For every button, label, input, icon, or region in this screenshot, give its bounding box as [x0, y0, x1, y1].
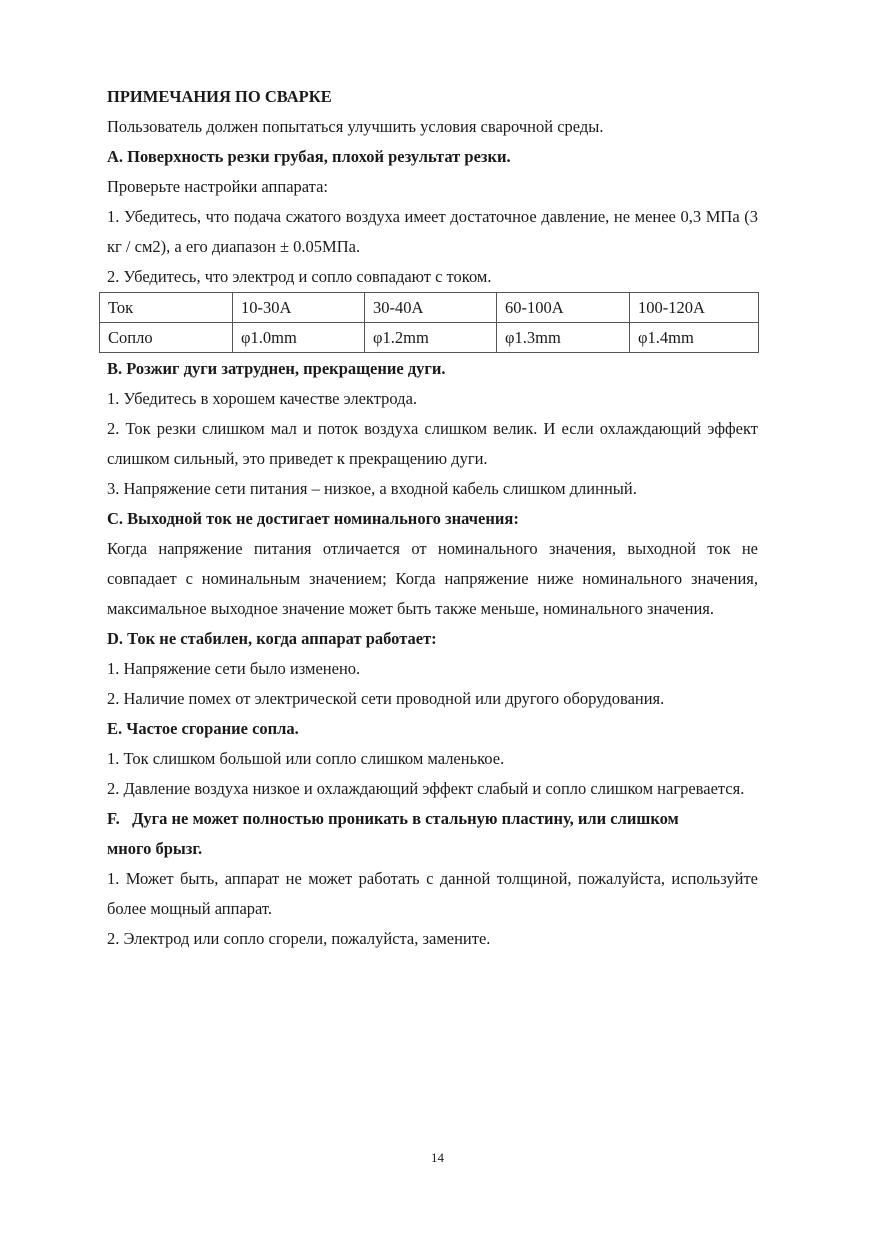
section-b-heading: B. Розжиг дуги затруднен, прекращение дуги.	[107, 359, 446, 378]
section-f-heading-line-1: F. Дуга не может полностью проникать в стальную пластину, или слишком	[107, 809, 679, 828]
table-cell-current-label: Ток	[100, 293, 233, 323]
section-d-item-1: 1. Напряжение сети было изменено.	[107, 659, 361, 678]
table-cell: 30-40A	[365, 293, 497, 323]
section-e-item-2: 2. Давление воздуха низкое и охлаждающий эффект слабый и сопло слишком нагревается.	[107, 779, 745, 798]
section-d-heading: D. Ток не стабилен, когда аппарат работает:	[107, 629, 437, 648]
section-f-heading-line-2: много брызг.	[107, 839, 203, 858]
section-a-item-2: 2. Убедитесь, что электрод и сопло совпадают с током.	[107, 267, 492, 286]
section-d-item-2: 2. Наличие помех от электрической сети проводной или другого оборудования.	[107, 689, 665, 708]
section-e-item-1: 1. Ток слишком большой или сопло слишком маленькое.	[107, 749, 505, 768]
table-cell: φ1.4mm	[630, 323, 759, 353]
section-c-heading: C. Выходной ток не достигает номинального значения:	[107, 509, 519, 528]
table-row	[100, 293, 759, 323]
page-title: ПРИМЕЧАНИЯ ПО СВАРКЕ	[107, 87, 332, 106]
section-b-item-2: 2. Ток резки слишком мал и поток воздуха слишком велик. И если охлаждающий эффект слишком сильный, это приведет к прекращению дуги.	[107, 419, 758, 468]
document-body	[107, 82, 758, 954]
table-cell: 60-100A	[497, 293, 630, 323]
table-cell: φ1.3mm	[497, 323, 630, 353]
table-row	[100, 323, 759, 353]
section-b-item-3: 3. Напряжение сети питания – низкое, а входной кабель слишком длинный.	[107, 479, 637, 498]
page-number: 14	[431, 1150, 444, 1165]
section-f-item-2: 2. Электрод или сопло сгорели, пожалуйста, замените.	[107, 929, 491, 948]
section-f-item-1: 1. Может быть, аппарат не может работать с данной толщиной, пожалуйста, используйте более мощный аппарат.	[107, 869, 758, 918]
table-cell: φ1.0mm	[233, 323, 365, 353]
table-cell: 10-30A	[233, 293, 365, 323]
section-a-item-1: 1. Убедитесь, что подача сжатого воздуха имеет достаточное давление, не менее 0,3 МПа (3 кг / см2), а его диапазон ± 0.05МПа.	[107, 207, 758, 256]
table-cell: 100-120A	[630, 293, 759, 323]
table-cell: φ1.2mm	[365, 323, 497, 353]
section-c-text: Когда напряжение питания отличается от номинального значения, выходной ток не совпадает с номинальным значением; Когда напряжение ниже номинального значения, максимальное выходное значение может быть также меньше, номинального значения.	[107, 539, 758, 618]
table-cell-nozzle-label: Сопло	[100, 323, 233, 353]
section-a-subtext: Проверьте настройки аппарата:	[107, 177, 328, 196]
intro-text: Пользователь должен попытаться улучшить условия сварочной среды.	[107, 117, 604, 136]
section-b-item-1: 1. Убедитесь в хорошем качестве электрода.	[107, 389, 418, 408]
section-e-heading: E. Частое сгорание сопла.	[107, 719, 299, 738]
section-a-heading: A. Поверхность резки грубая, плохой результат резки.	[107, 147, 511, 166]
current-nozzle-table	[99, 292, 759, 353]
